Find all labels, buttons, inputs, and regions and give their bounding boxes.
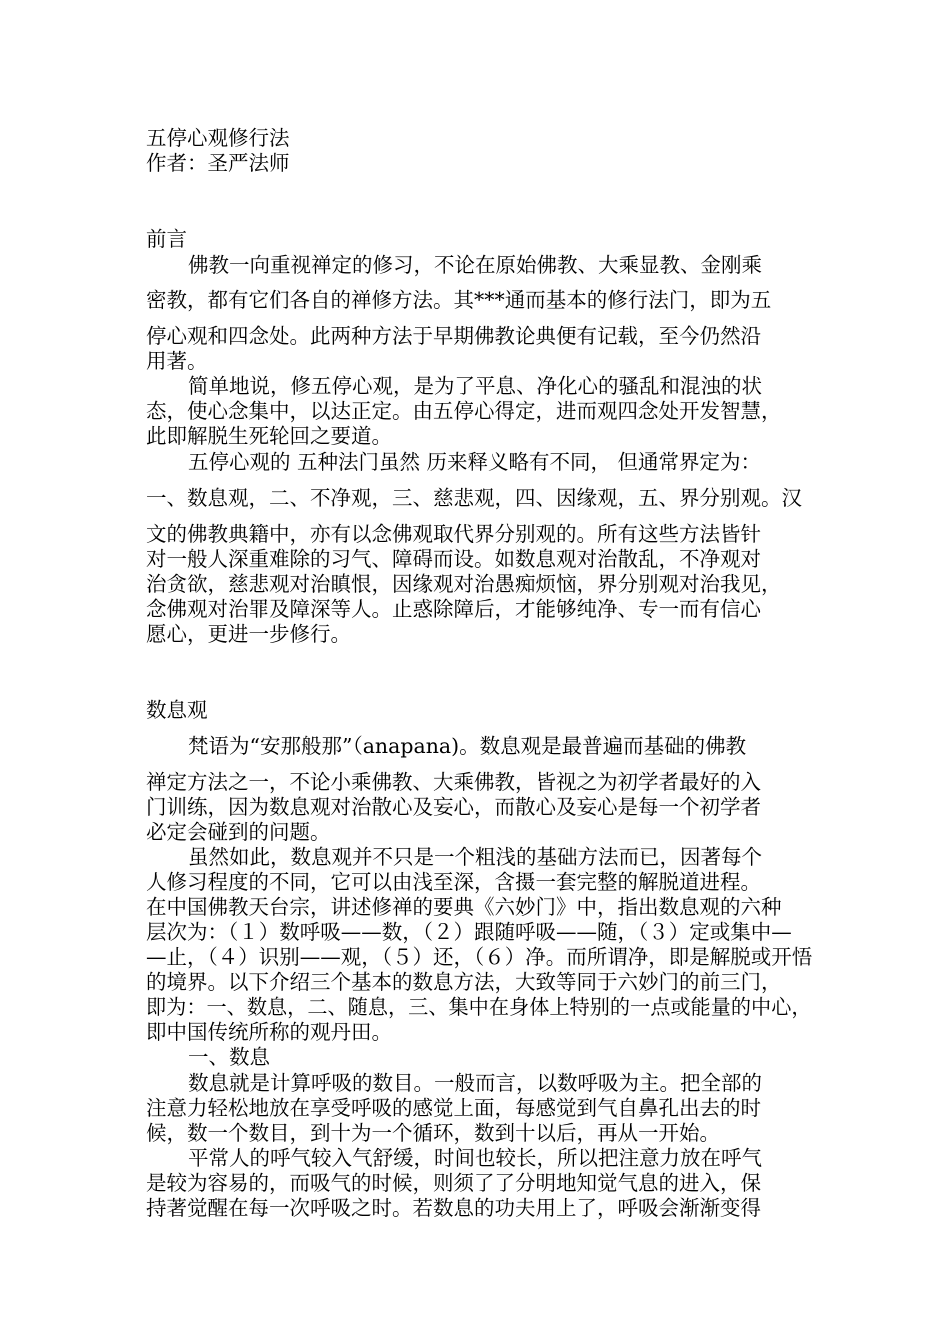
paragraph-line: 层次为：（１）数呼吸——数，（２）跟随呼吸——随，（３）定或集中—	[146, 920, 792, 944]
paragraph-line: 用著。	[146, 349, 208, 373]
subsection-heading: 一、数息	[188, 1045, 270, 1069]
paragraph-line: 愿心，更进一步修行。	[146, 622, 351, 646]
paragraph-line: 在中国佛教天台宗，讲述修禅的要典《六妙门》中，指出数息观的六种	[146, 895, 782, 919]
section-heading-preface: 前言	[146, 227, 187, 251]
paragraph-line: 平常人的呼气较入气舒缓，时间也较长，所以把注意力放在呼气	[188, 1146, 762, 1170]
paragraph-line: 密教，都有它们各自的禅修方法。其***通而基本的修行法门，即为五	[146, 288, 772, 312]
paragraph-line: 一、数息观，二、不净观，三、慈悲观，四、因缘观，五、界分别观。汉	[146, 486, 802, 510]
paragraph-line: 简单地说，修五停心观，是为了平息、净化心的骚乱和混浊的状	[188, 374, 762, 398]
paragraph-line: 佛教一向重视禅定的修习，不论在原始佛教、大乘显教、金刚乘	[188, 253, 762, 277]
paragraph-line: 数息就是计算呼吸的数目。一般而言，以数呼吸为主。把全部的	[188, 1071, 762, 1095]
paragraph-line: 治贪欲，慈悲观对治瞋恨，因缘观对治愚痴烦恼，界分别观对治我见，	[146, 572, 782, 596]
paragraph-line: —止，（４）识别——观，（５）还，（６）净。而所谓净，即是解脱或开悟	[146, 945, 813, 969]
paragraph-line: 是较为容易的，而吸气的时候，则须了了分明地知觉气息的进入，保	[146, 1171, 761, 1195]
paragraph-line: 持著觉醒在每一次呼吸之时。若数息的功夫用上了，呼吸会渐渐变得	[146, 1196, 761, 1220]
paragraph-line: 虽然如此，数息观并不只是一个粗浅的基础方法而已，因著每个	[188, 845, 762, 869]
paragraph-line: 文的佛教典籍中，亦有以念佛观取代界分别观的。所有这些方法皆针	[146, 522, 761, 546]
section-heading-anapana: 数息观	[146, 698, 208, 722]
paragraph-line: 态，使心念集中，以达正定。由五停心得定，进而观四念处开发智慧，	[146, 399, 782, 423]
paragraph-line: 注意力轻松地放在享受呼吸的感觉上面，每感觉到气自鼻孔出去的时	[146, 1096, 761, 1120]
paragraph-line: 此即解脱生死轮回之要道。	[146, 424, 392, 448]
paragraph-line: 门训练，因为数息观对治散心及妄心，而散心及妄心是每一个初学者	[146, 795, 761, 819]
document-title: 五停心观修行法	[146, 126, 290, 150]
paragraph-line: 即为：一、数息，二、随息，三、集中在身体上特别的一点或能量的中心，	[146, 995, 812, 1019]
document-author: 作者：圣严法师	[146, 151, 290, 175]
paragraph-line: 梵语为“安那般那”（anapana)。数息观是最普遍而基础的佛教	[188, 734, 747, 758]
paragraph-line: 即中国传统所称的观丹田。	[146, 1020, 392, 1044]
paragraph-line: 念佛观对治罪及障深等人。止惑除障后，才能够纯净、专一而有信心	[146, 597, 761, 621]
paragraph-line: 对一般人深重难除的习气、障碍而设。如数息观对治散乱，不净观对	[146, 547, 761, 571]
paragraph-line: 必定会碰到的问题。	[146, 820, 331, 844]
paragraph-line: 禅定方法之一，不论小乘佛教、大乘佛教，皆视之为初学者最好的入	[146, 770, 761, 794]
paragraph-line: 候，数一个数目，到十为一个循环，数到十以后，再从一开始。	[146, 1121, 720, 1145]
paragraph-line: 人修习程度的不同，它可以由浅至深，含摄一套完整的解脱道进程。	[146, 870, 761, 894]
paragraph-line: 五停心观的 五种法门虽然 历来释义略有不同， 但通常界定为：	[188, 450, 762, 474]
paragraph-line: 的境界。以下介绍三个基本的数息方法，大致等同于六妙门的前三门，	[146, 970, 782, 994]
paragraph-line: 停心观和四念处。此两种方法于早期佛教论典便有记载，至今仍然沿	[146, 324, 761, 348]
